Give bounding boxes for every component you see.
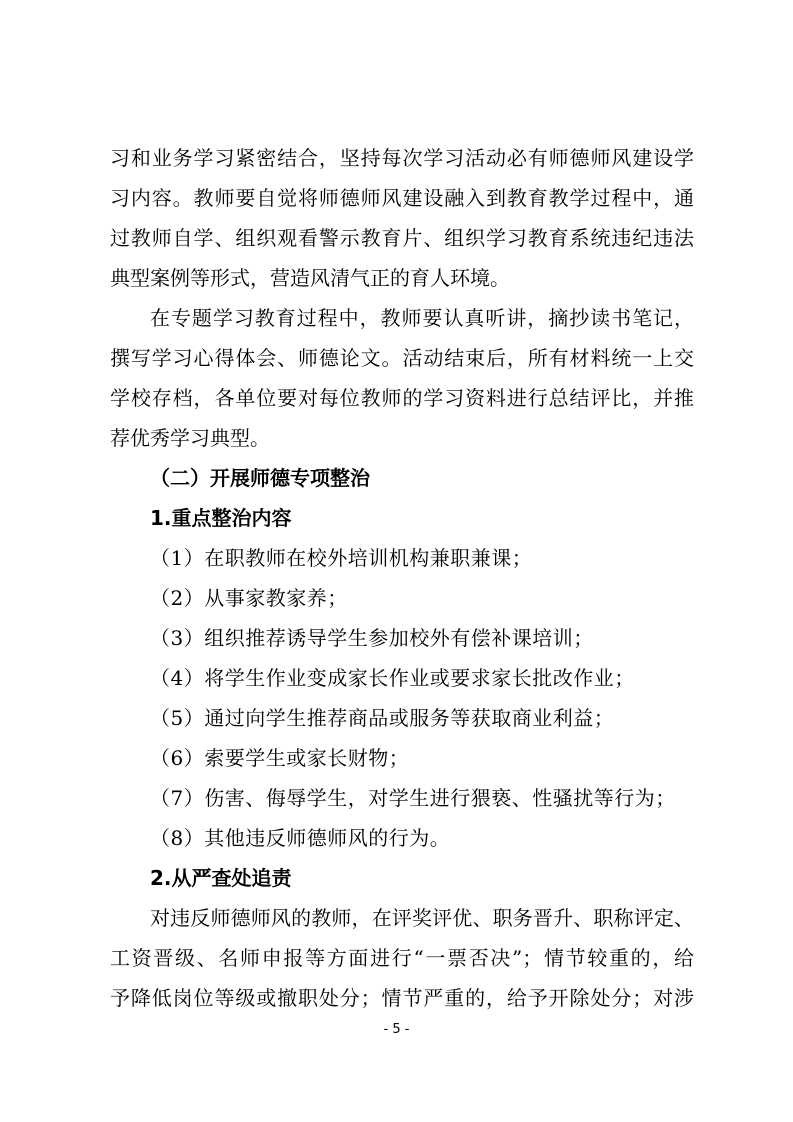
subsection-heading-accountability: 2.从严查处追责 (150, 866, 292, 890)
subsection-heading-rectification: 1.重点整治内容 (150, 506, 292, 530)
paragraph-line: 予降低岗位等级或撤职处分；情节严重的，给予开除处分；对涉 (110, 986, 694, 1010)
paragraph-line: 对违反师德师风的教师，在评奖评优、职务晋升、职称评定、 (150, 906, 694, 930)
paragraph-study-records (110, 298, 694, 458)
paragraph-line: 学校存档，各单位要对每位教师的学习资料进行总结评比，并推 (110, 386, 694, 410)
list-item: （4）将学生作业变成家长作业或要求家长批改作业； (150, 666, 635, 690)
paragraph-line: 典型案例等形式，营造风清气正的育人环境。 (110, 266, 510, 290)
rectification-list (110, 538, 694, 858)
list-item: （3）组织推荐诱导学生参加校外有偿补课培训； (150, 626, 594, 650)
paragraph-line: 荐优秀学习典型。 (110, 426, 270, 450)
list-item: （6）索要学生或家长财物； (150, 746, 410, 770)
paragraph-line: 习和业务学习紧密结合，坚持每次学习活动必有师德师风建设学 (110, 146, 694, 170)
paragraph-accountability (110, 898, 694, 1018)
list-item: （2）从事家教家养； (150, 586, 348, 610)
paragraph-line: 在专题学习教育过程中，教师要认真听讲，摘抄读书笔记， (150, 306, 694, 330)
paragraph-line: 工资晋级、名师申报等方面进行“一票否决”；情节较重的，给 (110, 946, 694, 970)
section-heading: （二）开展师德专项整治 (150, 466, 370, 490)
list-item: （1）在职教师在校外培训机构兼职兼课； (150, 546, 533, 570)
list-item: （5）通过向学生推荐商品或服务等获取商业利益； (150, 706, 615, 730)
page-number: - 5 - (383, 1022, 410, 1037)
paragraph-study-integration (110, 138, 694, 298)
paragraph-line: 撰写学习心得体会、师德论文。活动结束后，所有材料统一上交 (110, 346, 694, 370)
paragraph-line: 习内容。教师要自觉将师德师风建设融入到教育教学过程中，通 (110, 186, 694, 210)
page-content (110, 138, 694, 1018)
list-item: （8）其他违反师德师风的行为。 (150, 826, 451, 850)
list-item: （7）伤害、侮辱学生，对学生进行猥亵、性骚扰等行为； (150, 786, 676, 810)
paragraph-line: 过教师自学、组织观看警示教育片、组织学习教育系统违纪违法 (110, 226, 694, 250)
